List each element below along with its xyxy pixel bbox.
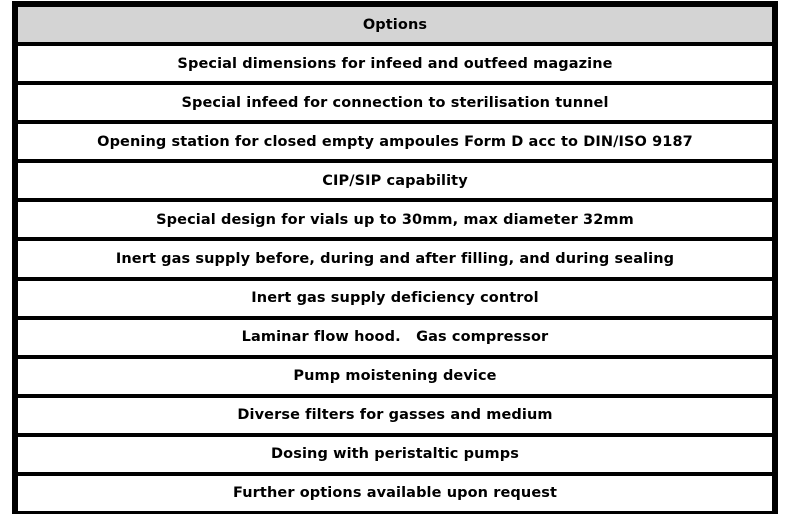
- table-row: Pump moistening device: [18, 359, 772, 394]
- table-row: Inert gas supply before, during and after filling, and during sealing: [18, 241, 772, 276]
- table-row: Dosing with peristaltic pumps: [18, 437, 772, 472]
- table-row: Special infeed for connection to sterilisation tunnel: [18, 85, 772, 120]
- table-row: Opening station for closed empty ampoules Form D acc to DIN/ISO 9187: [18, 124, 772, 159]
- table-row: Special dimensions for infeed and outfeed magazine: [18, 46, 772, 81]
- table-row: Laminar flow hood. Gas compressor: [18, 320, 772, 355]
- table-row: CIP/SIP capability: [18, 163, 772, 198]
- options-table: [12, 1, 778, 514]
- table-row: Special design for vials up to 30mm, max diameter 32mm: [18, 202, 772, 237]
- table-row: Inert gas supply deficiency control: [18, 281, 772, 316]
- table-row: Further options available upon request: [18, 476, 772, 511]
- table-header: Options: [18, 7, 772, 42]
- table-row: Diverse filters for gasses and medium: [18, 398, 772, 433]
